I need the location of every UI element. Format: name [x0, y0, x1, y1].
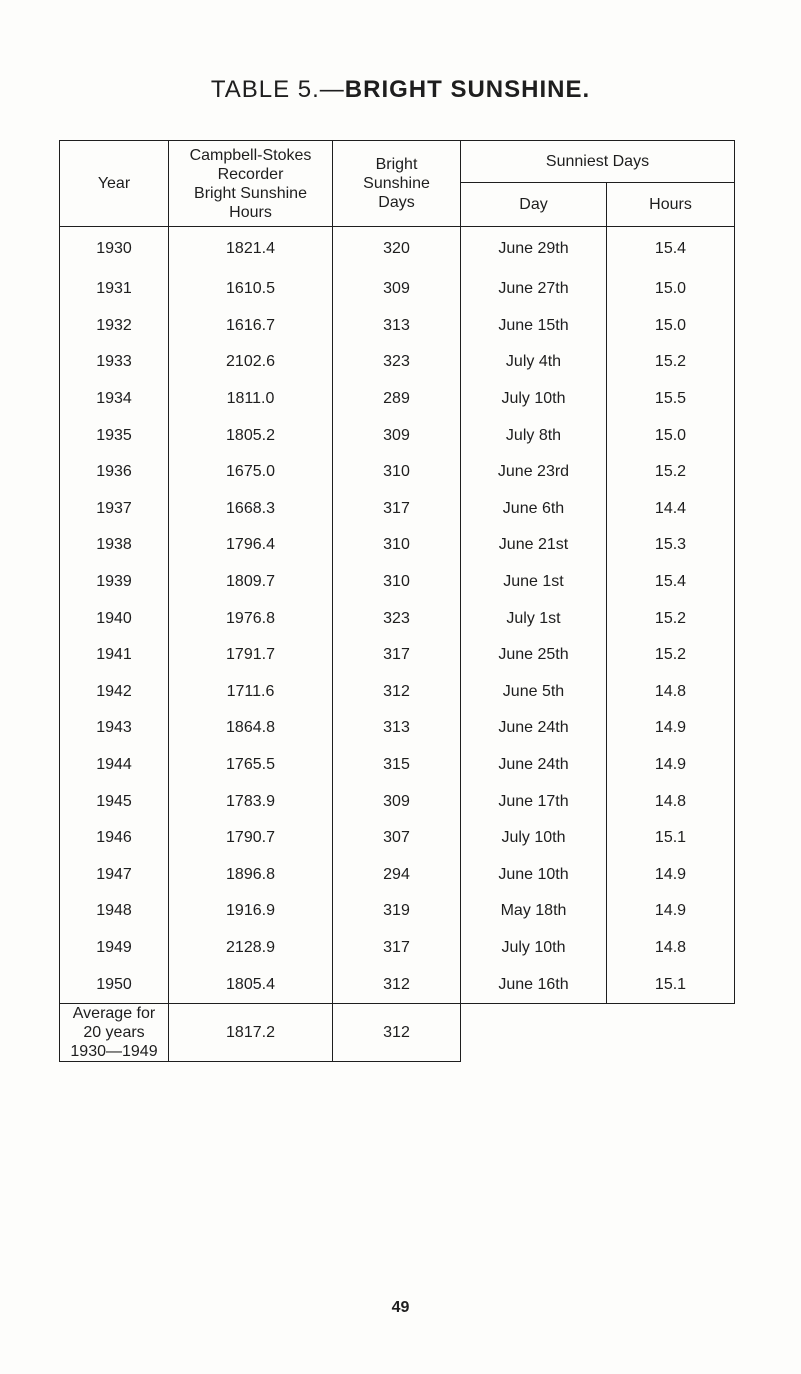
hours-cell: 1765.5	[169, 747, 333, 784]
day-cell: June 15th	[461, 308, 607, 345]
max-hours-cell: 15.4	[607, 564, 735, 601]
day-cell: July 10th	[461, 820, 607, 857]
days-cell: 313	[333, 710, 461, 747]
days-cell: 309	[333, 271, 461, 308]
days-cell: 315	[333, 747, 461, 784]
year-cell: 1943	[60, 710, 169, 747]
max-hours-cell: 15.3	[607, 527, 735, 564]
hours-cell: 1864.8	[169, 710, 333, 747]
max-hours-cell: 15.2	[607, 637, 735, 674]
year-cell: 1948	[60, 893, 169, 930]
day-cell: June 23rd	[461, 454, 607, 491]
table-row	[60, 820, 735, 857]
max-hours-cell: 14.4	[607, 491, 735, 528]
sunshine-table	[59, 140, 735, 1062]
max-hours-cell: 15.0	[607, 271, 735, 308]
table-row	[60, 600, 735, 637]
year-cell: 1949	[60, 930, 169, 967]
title-prefix: TABLE 5.—	[210, 76, 345, 103]
table-row	[60, 227, 735, 272]
days-cell: 313	[333, 308, 461, 345]
year-cell: 1946	[60, 820, 169, 857]
title-main: BRIGHT SUNSHINE.	[344, 76, 591, 103]
days-cell: 310	[333, 564, 461, 601]
header-day: Day	[461, 183, 607, 227]
year-cell: 1936	[60, 454, 169, 491]
day-cell: June 21st	[461, 527, 607, 564]
hours-cell: 1805.4	[169, 966, 333, 1003]
max-hours-cell: 14.9	[607, 857, 735, 894]
table-row	[60, 381, 735, 418]
day-cell: May 18th	[461, 893, 607, 930]
day-cell: June 27th	[461, 271, 607, 308]
average-days: 312	[333, 1003, 461, 1061]
day-cell: June 10th	[461, 857, 607, 894]
table-row	[60, 674, 735, 711]
header-recorder-hours: Campbell-Stokes Recorder Bright Sunshine Hours	[169, 141, 333, 227]
day-cell: July 10th	[461, 381, 607, 418]
average-blank	[461, 1003, 735, 1061]
table-row	[60, 454, 735, 491]
days-cell: 317	[333, 491, 461, 528]
days-cell: 323	[333, 344, 461, 381]
hours-cell: 1791.7	[169, 637, 333, 674]
year-cell: 1930	[60, 227, 169, 272]
year-cell: 1933	[60, 344, 169, 381]
hours-cell: 1805.2	[169, 417, 333, 454]
average-row	[60, 1003, 735, 1061]
hours-cell: 1610.5	[169, 271, 333, 308]
average-label: Average for 20 years 1930—1949	[60, 1003, 169, 1061]
max-hours-cell: 14.9	[607, 893, 735, 930]
table-row	[60, 783, 735, 820]
day-cell: July 10th	[461, 930, 607, 967]
days-cell: 320	[333, 227, 461, 272]
hours-cell: 1916.9	[169, 893, 333, 930]
hours-cell: 1809.7	[169, 564, 333, 601]
days-cell: 309	[333, 417, 461, 454]
max-hours-cell: 15.2	[607, 454, 735, 491]
max-hours-cell: 14.9	[607, 747, 735, 784]
days-cell: 289	[333, 381, 461, 418]
table-row	[60, 344, 735, 381]
day-cell: June 24th	[461, 710, 607, 747]
days-cell: 312	[333, 966, 461, 1003]
table-row	[60, 491, 735, 528]
day-cell: July 1st	[461, 600, 607, 637]
day-cell: June 24th	[461, 747, 607, 784]
year-cell: 1938	[60, 527, 169, 564]
day-cell: June 6th	[461, 491, 607, 528]
days-cell: 323	[333, 600, 461, 637]
year-cell: 1941	[60, 637, 169, 674]
day-cell: June 1st	[461, 564, 607, 601]
days-cell: 309	[333, 783, 461, 820]
year-cell: 1942	[60, 674, 169, 711]
hours-cell: 1896.8	[169, 857, 333, 894]
year-cell: 1934	[60, 381, 169, 418]
hours-cell: 1796.4	[169, 527, 333, 564]
max-hours-cell: 15.4	[607, 227, 735, 272]
table-row	[60, 966, 735, 1003]
table-row	[60, 417, 735, 454]
page-number: 49	[391, 1299, 410, 1316]
table-row	[60, 637, 735, 674]
table-row	[60, 271, 735, 308]
header-year: Year	[60, 141, 169, 227]
day-cell: June 17th	[461, 783, 607, 820]
table-row	[60, 857, 735, 894]
year-cell: 1939	[60, 564, 169, 601]
header-hours: Hours	[607, 183, 735, 227]
days-cell: 310	[333, 454, 461, 491]
year-cell: 1937	[60, 491, 169, 528]
header-sunshine-days: Bright Sunshine Days	[333, 141, 461, 227]
year-cell: 1945	[60, 783, 169, 820]
days-cell: 317	[333, 637, 461, 674]
max-hours-cell: 15.1	[607, 966, 735, 1003]
max-hours-cell: 15.0	[607, 308, 735, 345]
max-hours-cell: 14.8	[607, 930, 735, 967]
hours-cell: 1711.6	[169, 674, 333, 711]
table-row	[60, 308, 735, 345]
days-cell: 294	[333, 857, 461, 894]
hours-cell: 2128.9	[169, 930, 333, 967]
days-cell: 307	[333, 820, 461, 857]
page-title	[0, 76, 801, 104]
day-cell: July 4th	[461, 344, 607, 381]
year-cell: 1950	[60, 966, 169, 1003]
year-cell: 1944	[60, 747, 169, 784]
table-row	[60, 893, 735, 930]
year-cell: 1931	[60, 271, 169, 308]
day-cell: July 8th	[461, 417, 607, 454]
header-sunniest-days: Sunniest Days	[461, 141, 735, 183]
table-row	[60, 527, 735, 564]
table-row	[60, 564, 735, 601]
hours-cell: 1616.7	[169, 308, 333, 345]
max-hours-cell: 14.8	[607, 783, 735, 820]
max-hours-cell: 15.2	[607, 344, 735, 381]
hours-cell: 1783.9	[169, 783, 333, 820]
year-cell: 1940	[60, 600, 169, 637]
max-hours-cell: 15.2	[607, 600, 735, 637]
table-row	[60, 930, 735, 967]
hours-cell: 1821.4	[169, 227, 333, 272]
days-cell: 310	[333, 527, 461, 564]
days-cell: 317	[333, 930, 461, 967]
max-hours-cell: 15.0	[607, 417, 735, 454]
day-cell: June 5th	[461, 674, 607, 711]
day-cell: June 16th	[461, 966, 607, 1003]
hours-cell: 1976.8	[169, 600, 333, 637]
max-hours-cell: 14.9	[607, 710, 735, 747]
max-hours-cell: 15.1	[607, 820, 735, 857]
year-cell: 1947	[60, 857, 169, 894]
hours-cell: 2102.6	[169, 344, 333, 381]
day-cell: June 29th	[461, 227, 607, 272]
days-cell: 312	[333, 674, 461, 711]
max-hours-cell: 15.5	[607, 381, 735, 418]
days-cell: 319	[333, 893, 461, 930]
hours-cell: 1675.0	[169, 454, 333, 491]
year-cell: 1935	[60, 417, 169, 454]
table-row	[60, 710, 735, 747]
day-cell: June 25th	[461, 637, 607, 674]
hours-cell: 1668.3	[169, 491, 333, 528]
hours-cell: 1811.0	[169, 381, 333, 418]
max-hours-cell: 14.8	[607, 674, 735, 711]
hours-cell: 1790.7	[169, 820, 333, 857]
table-row	[60, 747, 735, 784]
year-cell: 1932	[60, 308, 169, 345]
average-hours: 1817.2	[169, 1003, 333, 1061]
